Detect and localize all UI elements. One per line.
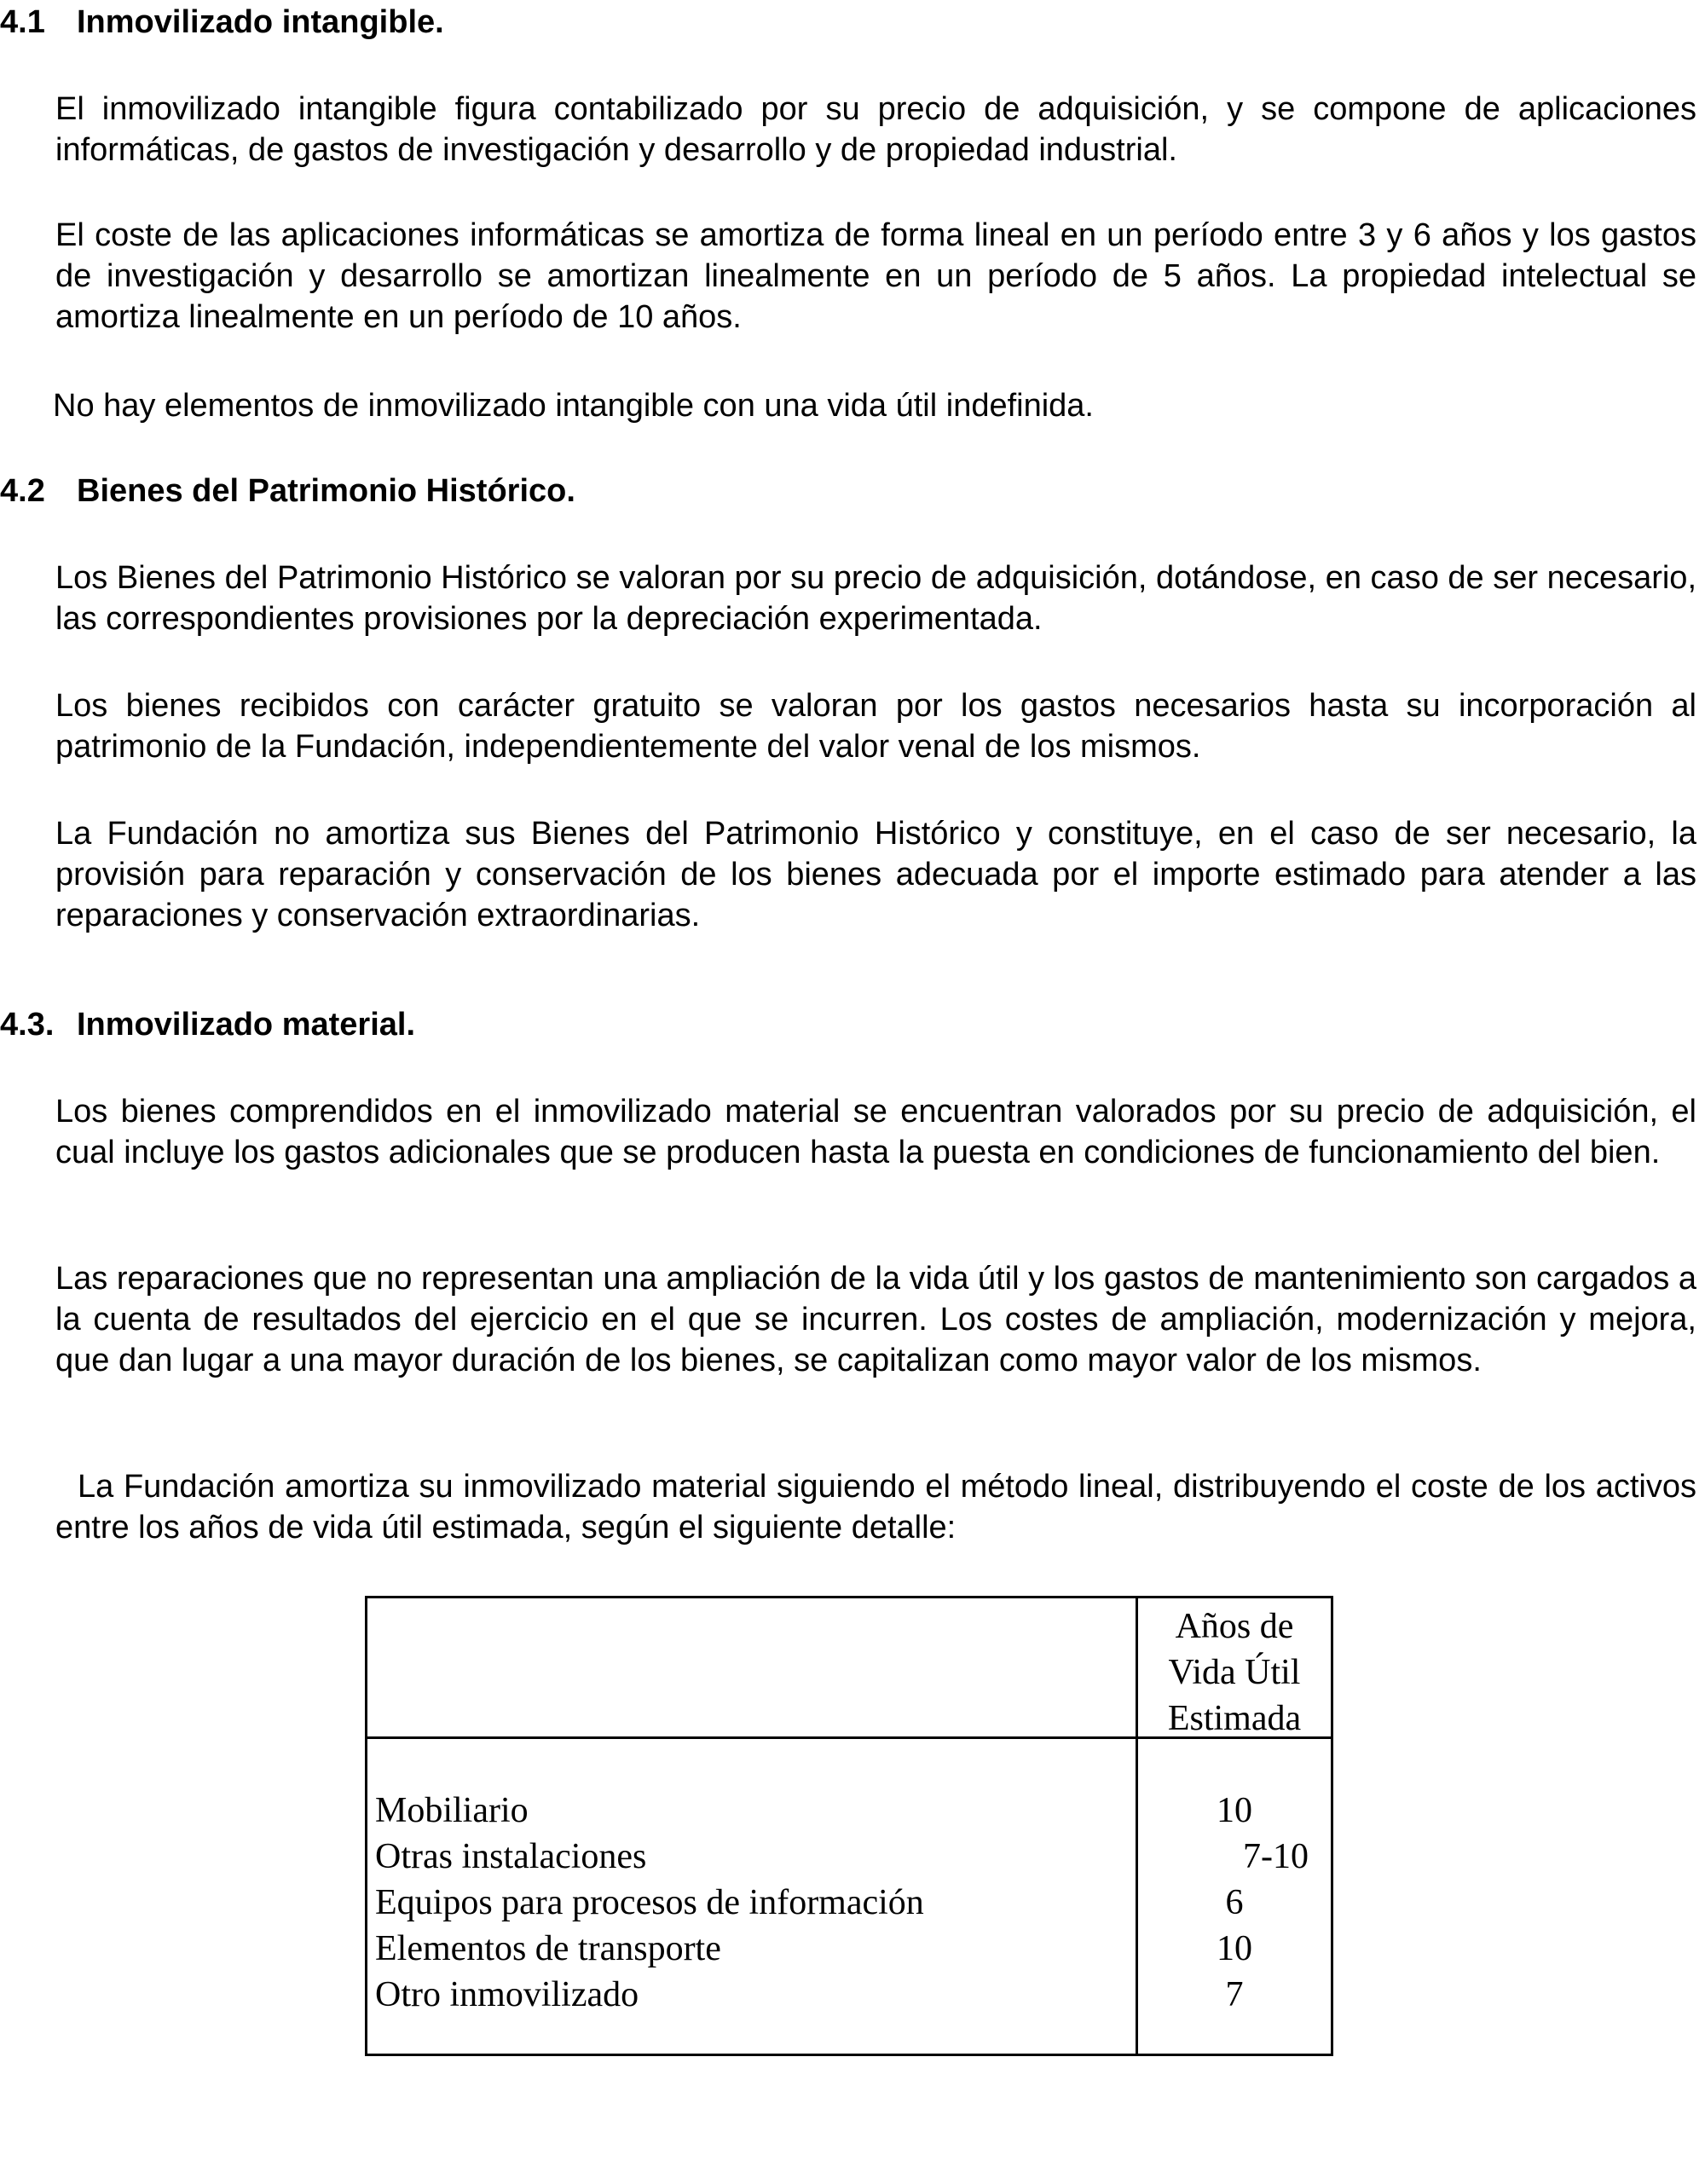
section-title: Inmovilizado intangible. [77, 4, 444, 40]
section-heading-4-3 [0, 1004, 415, 1045]
asset-label: Equipos para procesos de información [375, 1883, 924, 1922]
section-number: 4.2 [0, 473, 45, 509]
years-value: 7-10 [1243, 1837, 1309, 1876]
header-line: Vida Útil [1168, 1653, 1301, 1692]
table-row [367, 1788, 1331, 1834]
section-heading-4-1 [0, 2, 444, 43]
years-value: 10 [1217, 1929, 1252, 1968]
paragraph: El coste de las aplicaciones informáticas se amortiza de forma lineal en un período entre 3 y 6 años y los gastos de investigación y desarrollo se amortizan linealmente en un período de 5 años. La propiedad intelectual se amortiza linealmente en un período de 10 años. [55, 217, 1696, 335]
paragraph: Los bienes comprendidos en el inmovilizado material se encuentran valorados por su precio de adquisición, el cual incluye los gastos adicionales que se producen hasta la puesta en condiciones de funcionamiento del bien. [55, 1094, 1696, 1170]
paragraph: El inmovilizado intangible figura contabilizado por su precio de adquisición, y se compone de aplicaciones informáticas, de gastos de investigación y desarrollo y de propiedad industrial. [55, 91, 1696, 168]
section-number: 4.1 [0, 4, 45, 40]
section-title: Inmovilizado material. [77, 1007, 415, 1043]
asset-label: Elementos de transporte [375, 1929, 721, 1968]
section-heading-4-2 [0, 471, 575, 511]
table-body [367, 1788, 1331, 2018]
asset-label: Mobiliario [375, 1791, 529, 1830]
paragraph: Las reparaciones que no representan una ampliación de la vida útil y los gastos de mantenimiento son cargados a la cuenta de resultados del ejercicio en el que se incurren. Los costes de ampliación, modernización y mejora, que dan lugar a una mayor duración de los bienes, se capitalizan como mayor valor de los mismos. [55, 1261, 1696, 1378]
table-row [367, 1926, 1331, 1972]
paragraph: No hay elementos de inmovilizado intangible con una vida útil indefinida. [53, 388, 1094, 424]
years-value: 10 [1217, 1791, 1252, 1830]
table-row [367, 1972, 1331, 2018]
useful-life-table [365, 1596, 1333, 2056]
years-value: 7 [1225, 1975, 1244, 2014]
paragraph: La Fundación no amortiza sus Bienes del Patrimonio Histórico y constituye, en el caso de ser necesario, la provisión para reparación y conservación de los bienes adecuada por el importe estimado para atender a las reparaciones y conservación extraordinarias. [55, 816, 1696, 933]
table-column-header [1138, 1603, 1331, 1742]
paragraph: La Fundación amortiza su inmovilizado material siguiendo el método lineal, distribuyendo el coste de los activos entre los años de vida útil estimada, según el siguiente detalle: [55, 1469, 1696, 1546]
paragraph: Los Bienes del Patrimonio Histórico se valoran por su precio de adquisición, dotándose, en caso de ser necesario, las correspondientes provisiones por la depreciación experimentada. [55, 560, 1696, 637]
years-value: 6 [1225, 1883, 1244, 1922]
section-title: Bienes del Patrimonio Histórico. [77, 473, 575, 509]
header-line: Estimada [1167, 1699, 1302, 1738]
table-row [367, 1834, 1331, 1880]
table-row [367, 1880, 1331, 1926]
section-number: 4.3. [0, 1007, 55, 1043]
asset-label: Otras instalaciones [375, 1837, 647, 1876]
header-line: Años de [1175, 1607, 1294, 1646]
paragraph: Los bienes recibidos con carácter gratuito se valoran por los gastos necesarios hasta su incorporación al patrimonio de la Fundación, independientemente del valor venal de los mismos. [55, 688, 1696, 765]
asset-label: Otro inmovilizado [375, 1975, 639, 2014]
